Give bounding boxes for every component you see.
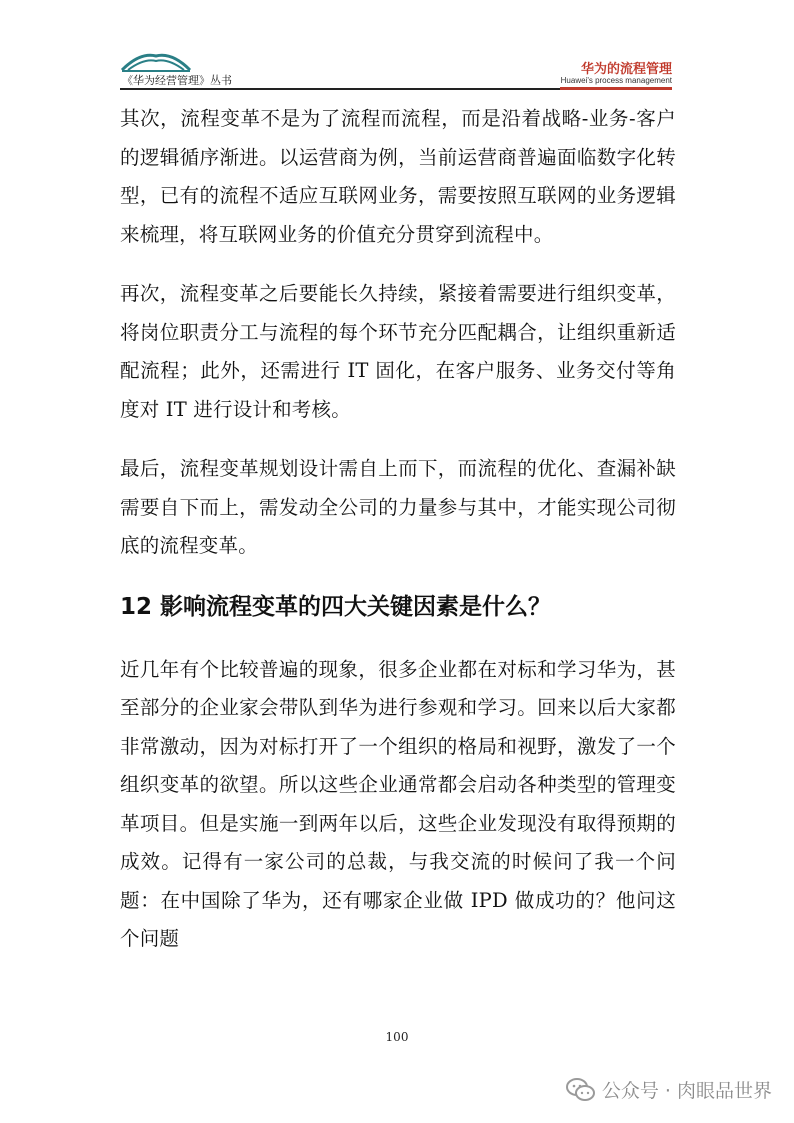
paragraph: 其次，流程变革不是为了流程而流程，而是沿着战略-业务-客户的逻辑循序渐进。以运营商为例，当前运营商普遍面临数字化转型，已有的流程不适应互联网业务，需要按照互联网的业务逻辑来梳理，将互联网业务的价值充分贯穿到流程中。	[120, 107, 676, 246]
book-logo-icon	[120, 50, 192, 74]
section-heading: 12 影响流程变革的四大关键因素是什么？	[120, 593, 552, 620]
wechat-icon	[566, 1077, 596, 1103]
book-title-cn: 华为的流程管理	[580, 62, 672, 77]
page-number: 100	[385, 1030, 409, 1044]
book-title-en: Huawei's process management	[560, 76, 672, 85]
series-title: 《华为经营管理》丛书	[122, 74, 232, 87]
page-header	[0, 0, 794, 95]
watermark-text: 公众号 · 肉眼品世界	[601, 1080, 772, 1102]
header-accent-rule	[560, 87, 672, 90]
paragraph: 再次，流程变革之后要能长久持续，紧接着需要进行组织变革，将岗位职责分工与流程的每个环节充分匹配耦合，让组织重新适配流程；此外，还需进行 IT 固化，在客户服务、业务交付等角度对 IT 进行设计和考核。	[120, 282, 676, 421]
page-body	[120, 100, 676, 980]
paragraph: 最后，流程变革规划设计需自上而下，而流程的优化、查漏补缺需要自下而上，需发动全公司的力量参与其中，才能实现公司彻底的流程变革。	[120, 457, 676, 557]
watermark	[566, 1076, 772, 1103]
paragraph: 近几年有个比较普遍的现象，很多企业都在对标和学习华为，甚至部分的企业家会带队到华为进行参观和学习。回来以后大家都非常激动，因为对标打开了一个组织的格局和视野，激发了一个组织变革的欲望。所以这些企业通常都会启动各种类型的管理变革项目。但是实施一到两年以后，这些企业发现没有取得预期的成效。记得有一家公司的总裁，与我交流的时候问了我一个问题：在中国除了华为，还有哪家企业做 IPD 做成功的？他问这个问题	[120, 657, 676, 950]
